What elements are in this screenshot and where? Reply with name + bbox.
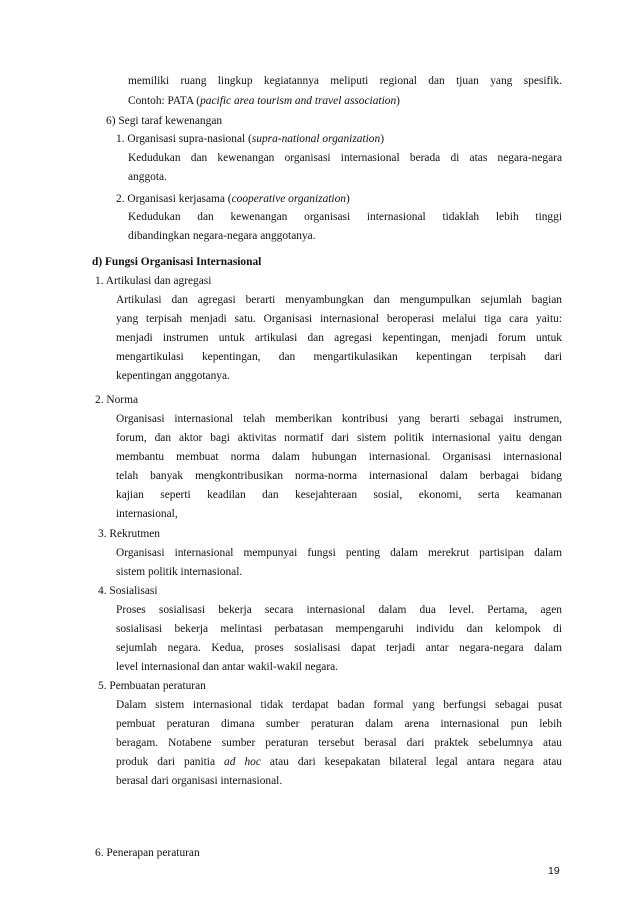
paragraph-line: Kedudukan dan kewenangan organisasi internasional berada di atas negara-negara — [128, 152, 562, 164]
paragraph-line: membantu membuat norma dalam hubungan internasional. Organisasi internasional — [116, 451, 562, 463]
paragraph-line: telah banyak mengkontribusikan norma-norma internasional dalam berbagai bidang — [116, 470, 562, 482]
list-item-heading: 1. Artikulasi dan agregasi — [95, 275, 212, 287]
example-line: Contoh: PATA (pacific area tourism and travel association) — [128, 95, 400, 107]
section-title: d) Fungsi Organisasi Internasional — [92, 256, 262, 268]
paragraph-line: menjadi instrumen untuk artikulasi dan agregasi kepentingan, menjadi forum untuk — [116, 332, 562, 344]
paragraph-line: level internasional dan antar wakil-wakil negara. — [116, 661, 339, 673]
list-item-heading: 2. Norma — [95, 394, 139, 406]
paragraph-line: Artikulasi dan agregasi berarti menyambungkan dan mengumpulkan sejumlah bagian — [116, 294, 562, 306]
paragraph-line: kepentingan anggotanya. — [116, 370, 230, 382]
page-number: 19 — [548, 865, 560, 877]
paragraph-line: mengartikulasi kepentingan, dan mengartikulasikan kepentingan terpisah dari — [116, 351, 562, 363]
paragraph-line: Organisasi internasional mempunyai fungsi penting dalam merekrut partisipan dalam — [116, 547, 562, 559]
paragraph-line: yang terpisah menjadi satu. Organisasi internasional beroperasi melalui tiga cara yaitu: — [116, 313, 562, 325]
paragraph-line: sistem politik internasional. — [116, 566, 243, 578]
paragraph-line: kajian seperti keadilan dan kesejahteraan sosial, ekonomi, serta keamanan — [116, 489, 562, 501]
list-item-heading: 5. Pembuatan peraturan — [98, 680, 206, 692]
paragraph-line: dibandingkan negara-negara anggotanya. — [128, 230, 316, 242]
list-heading: 6) Segi taraf kewenangan — [106, 115, 223, 127]
paragraph-line: berasal dari organisasi internasional. — [116, 775, 283, 787]
list-item-heading: 6. Penerapan peraturan — [95, 847, 200, 859]
paragraph-line: Proses sosialisasi bekerja secara internasional dalam dua level. Pertama, agen — [116, 604, 562, 616]
paragraph-line: anggota. — [128, 171, 167, 183]
paragraph-line: memiliki ruang lingkup kegiatannya meliputi regional dan tjuan yang spesifik. — [128, 75, 562, 87]
paragraph-line: sosialisasi bekerja melintasi perbatasan mempengaruhi individu dan kelompok di — [116, 623, 562, 635]
paragraph-line: Kedudukan dan kewenangan organisasi internasional tidaklah lebih tinggi — [128, 211, 562, 223]
paragraph-line: produk dari panitia ad hoc atau dari kesepakatan bilateral legal antara negara atau — [116, 756, 562, 768]
list-item-heading: 1. Organisasi supra-nasional (supra-national organization) — [116, 133, 384, 145]
paragraph-line: beragam. Notabene sumber peraturan tersebut berasal dari praktek sebelumnya atau — [116, 737, 562, 749]
list-item-heading: 2. Organisasi kerjasama (cooperative organization) — [116, 193, 350, 205]
list-item-heading: 3. Rekrutmen — [98, 528, 161, 540]
paragraph-line: Organisasi internasional telah memberikan kontribusi yang berarti sebagai instrumen, — [116, 413, 562, 425]
paragraph-line: pembuat peraturan dimana sumber peraturan dalam arena internasional pun lebih — [116, 718, 562, 730]
paragraph-line: forum, dan aktor bagi aktivitas normatif dari sistem politik internasional yaitu dengan — [116, 432, 562, 444]
paragraph-line: internasional, — [116, 508, 178, 520]
paragraph-line: Dalam sistem internasional tidak terdapat badan formal yang berfungsi sebagai pusat — [116, 699, 562, 711]
paragraph-line: sejumlah negara. Kedua, proses sosialisasi dapat terjadi antar negara-negara dalam — [116, 642, 562, 654]
list-item-heading: 4. Sosialisasi — [98, 585, 158, 597]
